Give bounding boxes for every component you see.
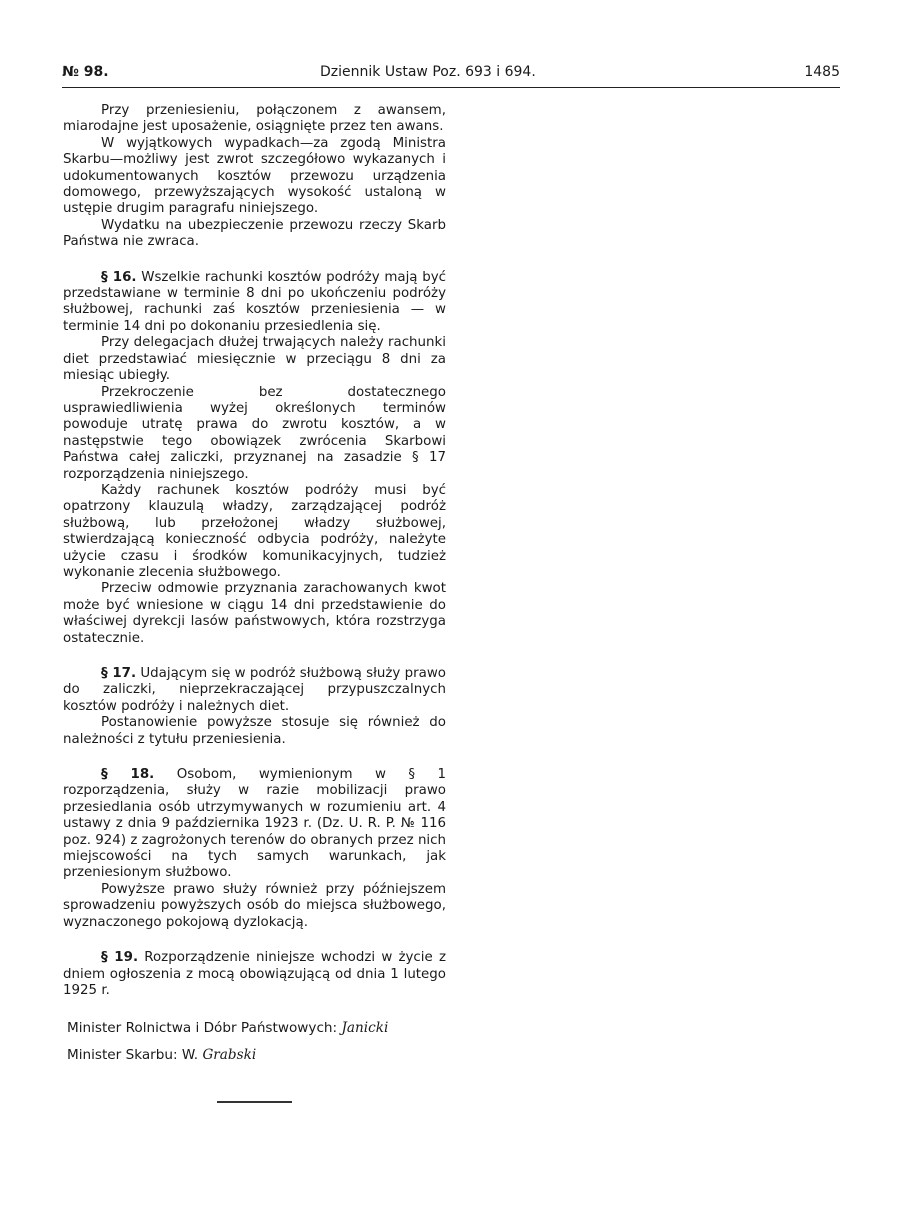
signature-role: Minister Skarbu: W. xyxy=(67,1047,199,1063)
section-number: § 16. xyxy=(101,269,137,285)
header-rule xyxy=(62,87,840,88)
end-rule xyxy=(217,1101,292,1103)
paragraph xyxy=(63,270,446,336)
paragraph-text: Wszelkie rachunki kosztów podróży mają być przedstawiane w terminie 8 dni po ukończeniu podróży służbowej, rachunki zaś kosztów przeniesienia — w terminie 14 dni po dokonaniu przesiedlenia się. xyxy=(63,269,446,334)
paragraph-text: Osobom, wymienionym w § 1 rozporządzenia, służy w razie mobilizacji prawo przesiedlania osób utrzymywanych w rozumieniu art. 4 ustawy z dnia 9 października 1923 r. (Dz. U. R. P. № 116 poz. 924) z zagrożonych terenów do obranych przez nich miejscowości na tych samych warunkach, jak przeniesionym służbowo. xyxy=(63,767,446,881)
paragraph xyxy=(63,385,446,483)
paragraph xyxy=(63,483,446,581)
paragraph xyxy=(63,767,446,882)
paragraph-text: Przy przeniesieniu, połączonem z awansem, miarodajne jest uposażenie, osiągnięte przez ten awans. xyxy=(63,103,446,135)
paragraph-text: Udającym się w podróż służbową służy prawo do zaliczki, nieprzekraczającej przypuszczalnych kosztów podróży i należnych diet. xyxy=(63,666,446,714)
paragraph-text: Każdy rachunek kosztów podróży musi być opatrzony klauzulą władzy, zarządzającej podróż służbową, lub przełożonej władzy służbowej, stwierdzającą konieczność odbycia podróży, należyte użycie czasu i środków komunikacyjnych, tudzież wykonanie zlecenia służbowego. xyxy=(63,482,446,580)
signature-name: Janicki xyxy=(341,1020,389,1036)
paragraph xyxy=(63,882,446,931)
paragraph xyxy=(63,715,446,748)
paragraph-text: Powyższe prawo służy również przy późniejszem sprowadzeniu powyższych osób do miejsca służbowego, wyznaczonego pokojową dyzlokacją. xyxy=(63,881,446,930)
signature-name: Grabski xyxy=(202,1047,257,1063)
page-header xyxy=(62,62,840,84)
signature-line xyxy=(67,1020,667,1036)
paragraph-text: Wydatku na ubezpieczenie przewozu rzeczy Skarb Państwa nie zwraca. xyxy=(63,217,446,250)
paragraph xyxy=(63,666,446,715)
paragraph xyxy=(63,136,446,218)
paragraph-text: Przy delegacjach dłużej trwających należy rachunki diet przedstawiać miesięcznie w przeciągu 8 dni za miesiąc ubiegły. xyxy=(63,335,446,384)
paragraph-text: Rozporządzenie niniejsze wchodzi w życie z dniem ogłoszenia z mocą obowiązującą od dnia 1 lutego 1925 r. xyxy=(63,950,446,998)
paragraph-text: Przeciw odmowie przyznania zarachowanych kwot może być wniesione w ciągu 14 dni przedstawienie do właściwej dyrekcji lasów państwowych, która rozstrzyga ostatecznie. xyxy=(63,581,446,646)
section-number: § 18. xyxy=(101,767,155,783)
paragraph-text: Postanowienie powyższe stosuje się również do należności z tytułu przeniesienia. xyxy=(63,715,446,747)
paragraph xyxy=(63,581,446,647)
paragraph xyxy=(63,103,446,136)
journal-title: Dziennik Ustaw Poz. 693 i 694. xyxy=(320,64,536,80)
text-column xyxy=(63,103,446,999)
signature-line xyxy=(67,1047,667,1063)
paragraph xyxy=(63,335,446,384)
paragraph xyxy=(63,950,446,999)
signature-role: Minister Rolnictwa i Dóbr Państwowych: xyxy=(67,1020,338,1036)
page-number: 1485 xyxy=(804,64,840,80)
section-number: § 17. xyxy=(101,666,137,681)
issue-number: № 98. xyxy=(62,64,109,80)
paragraph-text: W wyjątkowych wypadkach—za zgodą Ministra Skarbu—możliwy jest zwrot szczegółowo wykazanych i udokumentowanych kosztów przewozu urządzenia domowego, przewyższających wysokość ustaloną w ustępie drugim paragrafu niniejszego. xyxy=(63,135,446,217)
section-number: § 19. xyxy=(101,950,139,966)
paragraph-text: Przekroczenie bez dostatecznego usprawiedliwienia wyżej określonych terminów powoduje utratę prawa do zwrotu kosztów, a w następstwie tego obowiązek zwrócenia Skarbowi Państwa całej zaliczki, przyznanej na zasadzie § 17 rozporządzenia niniejszego. xyxy=(63,384,446,482)
paragraph xyxy=(63,218,446,251)
